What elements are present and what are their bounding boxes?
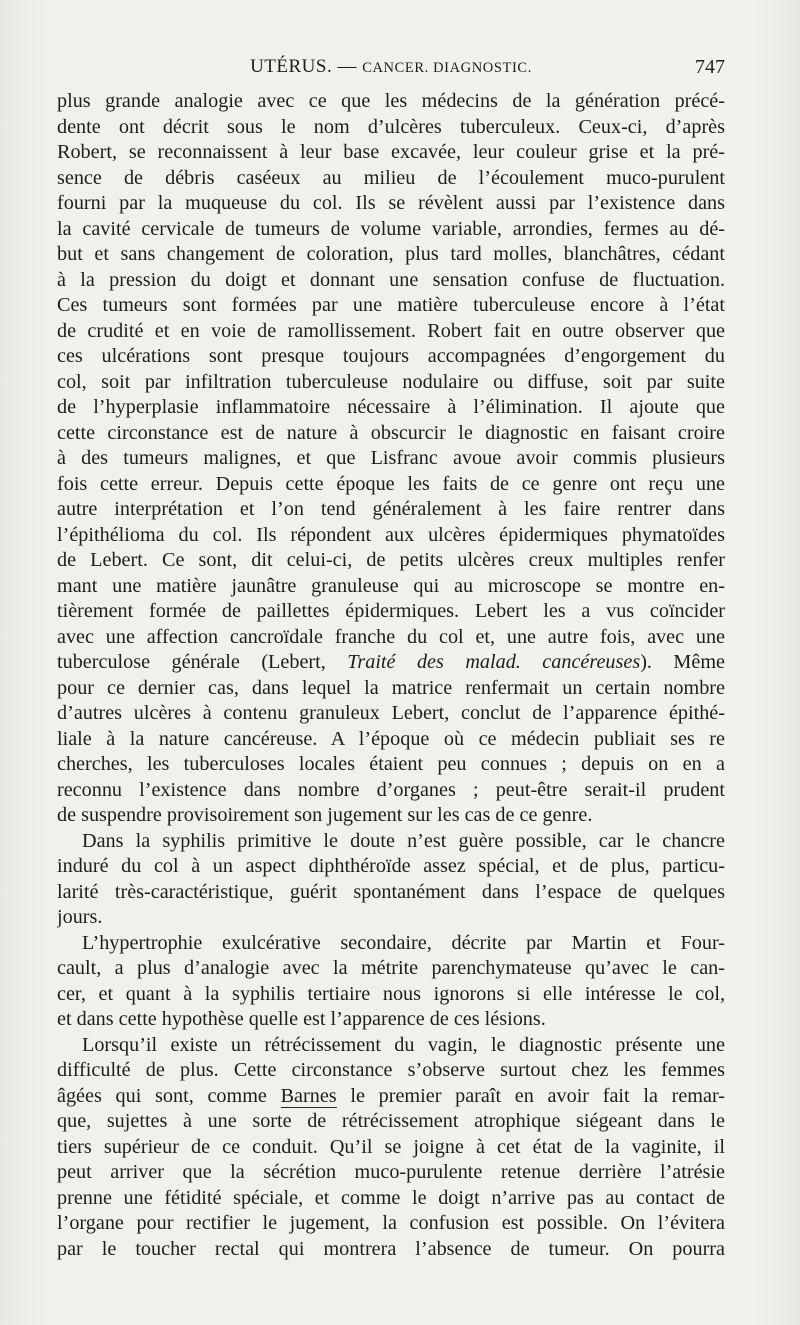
text-line: cault, a plus d’analogie avec la métrite parenchymateuse qu’avec le can-: [57, 957, 725, 979]
text-segment: tuberculose générale (Lebert,: [57, 651, 348, 673]
text-line: Robert, se reconnaissent à leur base excavée, leur couleur grise et la pré-: [57, 141, 725, 163]
text-line: par le toucher rectal qui montrera l’absence de tumeur. On pourra: [57, 1237, 725, 1260]
text-line: l’organe pour rectifier le jugement, la confusion est possible. On l’évitera: [57, 1212, 725, 1234]
text-line: sence de débris caséeux au milieu de l’écoulement muco-purulent: [57, 166, 725, 189]
text-line: cer, et quant à la syphilis tertiaire nous ignorons si elle intéresse le col,: [57, 982, 725, 1005]
text-line: ces ulcérations sont presque toujours accompagnées d’engorgement du: [57, 345, 725, 367]
text-line: mant une matière jaunâtre granuleuse qui au microscope se montre en-: [57, 574, 725, 597]
text-line: avec une affection cancroïdale franche du col et, une autre fois, avec une: [57, 625, 725, 648]
text-line: à la pression du doigt et donnant une sensation confuse de fluctuation.: [57, 268, 725, 291]
text-line: de suspendre provisoirement son jugement sur les cas de ce genre.: [57, 804, 593, 826]
text-segment: le premier paraît en avoir fait la remar-: [336, 1084, 725, 1107]
text-line: de Lebert. Ce sont, dit celui-ci, de petits ulcères creux multiples renfer: [57, 549, 725, 571]
text-line: L’hypertrophie exulcérative secondaire, décrite par Martin et Four-: [82, 931, 725, 954]
text-line: Lorsqu’il existe un rétrécissement du vagin, le diagnostic présente une: [82, 1033, 725, 1056]
body-text: [57, 89, 725, 1262]
text-line: plus grande analogie avec ce que les médecins de la génération précé-: [57, 90, 725, 112]
page-header: [57, 56, 725, 84]
text-line: et dans cette hypothèse quelle est l’apparence de ces lésions.: [57, 1008, 546, 1030]
text-line: dente ont décrit sous le nom d’ulcères tuberculeux. Ceux-ci, d’après: [57, 115, 725, 138]
text-line: Ces tumeurs sont formées par une matière tuberculeuse encore à l’état: [57, 294, 725, 316]
text-line: [57, 650, 725, 676]
text-line: la cavité cervicale de tumeurs de volume variable, arrondies, fermes au dé-: [57, 217, 725, 240]
text-line: liale à la nature cancéreuse. A l’époque où ce médecin publiait ses re: [57, 727, 725, 750]
text-line: [57, 1084, 725, 1110]
text-line: prenne une fétidité spéciale, et comme le doigt n’arrive pas au contact de: [57, 1186, 725, 1209]
text-segment: ). Même: [640, 651, 725, 673]
text-line: tièrement formée de paillettes épidermiques. Lebert les a vus coïncider: [57, 600, 725, 622]
text-line: reconnu l’existence dans nombre d’organes ; peut-être serait-il prudent: [57, 778, 725, 801]
text-line: induré du col à un aspect diphthéroïde assez spécial, et de plus, particu-: [57, 855, 725, 877]
text-line: à des tumeurs malignes, et que Lisfranc avoue avoir commis plusieurs: [57, 447, 725, 469]
text-line: l’épithélioma du col. Ils répondent aux ulcères épidermiques phymatoïdes: [57, 523, 725, 546]
page-number: 747: [695, 56, 725, 78]
text-line: de l’hyperplasie inflammatoire nécessaire à l’élimination. Il ajoute que: [57, 396, 725, 418]
text-line: peut arriver que la sécrétion muco-purulente retenue derrière l’atrésie: [57, 1161, 725, 1183]
text-segment: âgées qui sont, comme: [57, 1084, 281, 1107]
text-line: d’autres ulcères à contenu granuleux Lebert, conclut de l’apparence épithé-: [57, 702, 725, 724]
text-line: difficulté de plus. Cette circonstance s’observe surtout chez les femmes: [57, 1059, 725, 1081]
text-line: cherches, les tuberculoses locales étaient peu connues ; depuis on en a: [57, 753, 725, 775]
text-line: de crudité et en voie de ramollissement. Robert fait en outre observer que: [57, 319, 725, 342]
text-line: cette circonstance est de nature à obscurcir le diagnostic en faisant croire: [57, 421, 725, 444]
text-line: tiers supérieur de ce conduit. Qu’il se joigne à cet état de la vaginite, il: [57, 1135, 725, 1158]
text-line: pour ce dernier cas, dans lequel la matrice renfermait un certain nombre: [57, 676, 725, 699]
running-head-section: UTÉRUS. —: [250, 56, 363, 77]
running-head: [57, 56, 725, 78]
underlined-name: Barnes: [280, 1084, 337, 1107]
text-line: que, sujettes à une sorte de rétrécissement atrophique siégeant dans le: [57, 1110, 725, 1132]
italic-title: Traité des malad. cancéreuses: [347, 651, 641, 673]
text-line: jours.: [57, 906, 103, 928]
text-line: but et sans changement de coloration, plus tard molles, blanchâtres, cédant: [57, 243, 725, 265]
text-line: fourni par la muqueuse du col. Ils se révèlent aussi par l’existence dans: [57, 192, 725, 214]
text-line: fois cette erreur. Depuis cette époque les faits de ce genre ont reçu une: [57, 472, 725, 495]
text-line: Dans la syphilis primitive le doute n’est guère possible, car le chancre: [82, 829, 725, 852]
text-line: autre interprétation et l’on tend généralement à les faire rentrer dans: [57, 498, 725, 520]
running-head-subsection: CANCER. DIAGNOSTIC.: [362, 60, 532, 76]
text-line: col, soit par infiltration tuberculeuse nodulaire ou diffuse, soit par suite: [57, 370, 725, 393]
text-line: larité très-caractéristique, guérit spontanément dans l’espace de quelques: [57, 880, 725, 903]
